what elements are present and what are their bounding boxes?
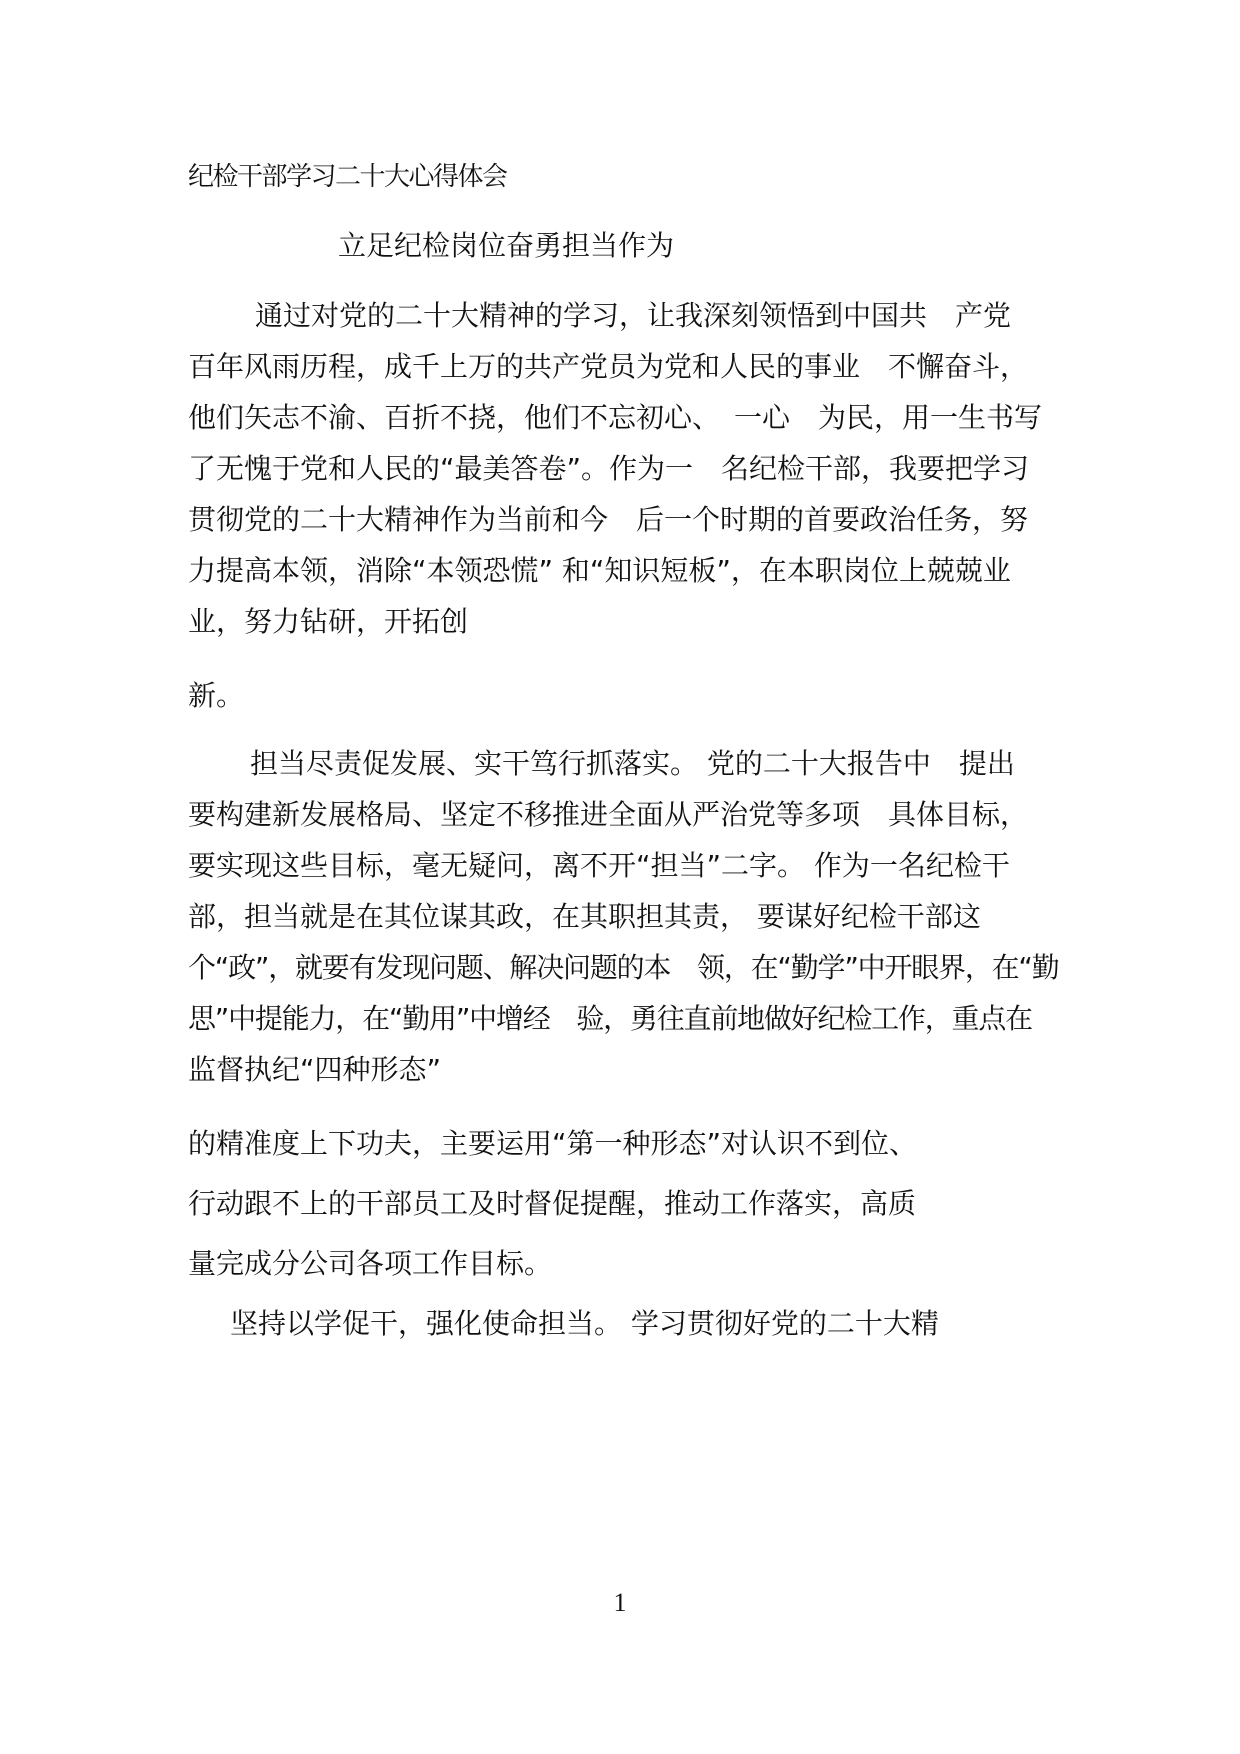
body-line: 坚持以学促干，强化使命担当。 学习贯彻好党的二十大精 [230,1307,939,1340]
body-line: 的精准度上下功夫，主要运用“第一种形态”对认识不到位、 [188,1127,918,1160]
body-line: 行动跟不上的干部员工及时督促提醒，推动工作落实，高质 [188,1187,917,1220]
page-number: 1 [613,1588,627,1617]
body-line: 他们矢志不渝、百折不挠，他们不忘初心、 一心 为民，用一生书写 [188,401,1043,434]
body-line: 了无愧于党和人民的“最美答卷”。作为一 名纪检干部，我要把学习 [188,452,1030,485]
body-line: 要构建新发展格局、坚定不移推进全面从严治党等多项 具体目标， [188,798,1029,831]
body-line: 新。 [188,679,245,712]
document-subtitle: 立足纪检岗位奋勇担当作为 [338,229,675,262]
body-line: 思”中提能力，在“勤用”中增经 验，勇往直前地做好纪检工作，重点在 [188,1002,1032,1035]
body-line: 力提高本领，消除“本领恐慌” 和“知识短板”，在本职岗位上兢兢业 [188,554,1011,587]
body-line: 要实现这些目标，毫无疑问，离不开“担当”二字。 作为一名纪检干 [188,849,1010,882]
body-line: 部，担当就是在其位谋其政，在其职担其责， 要谋好纪检干部这 [188,900,981,933]
body-line: 量完成分公司各项工作目标。 [188,1247,553,1280]
body-line: 监督执纪“四种形态” [188,1053,442,1086]
body-line: 贯彻党的二十大精神作为当前和今 后一个时期的首要政治任务，努 [188,503,1029,536]
body-line: 担当尽责促发展、实干笃行抓落实。 党的二十大报告中 提出 [250,747,1015,780]
body-line: 百年风雨历程，成千上万的共产党员为党和人民的事业 不懈奋斗， [188,350,1029,383]
body-line: 个“政”，就要有发现问题、解决问题的本 领，在“勤学”中开眼界，在“勤 [188,951,1059,984]
document-title: 纪检干部学习二十大心得体会 [188,162,507,192]
body-line: 业，努力钻研，开拓创 [188,605,469,638]
body-line: 通过对党的二十大精神的学习，让我深刻领悟到中国共 产党 [255,299,1012,332]
